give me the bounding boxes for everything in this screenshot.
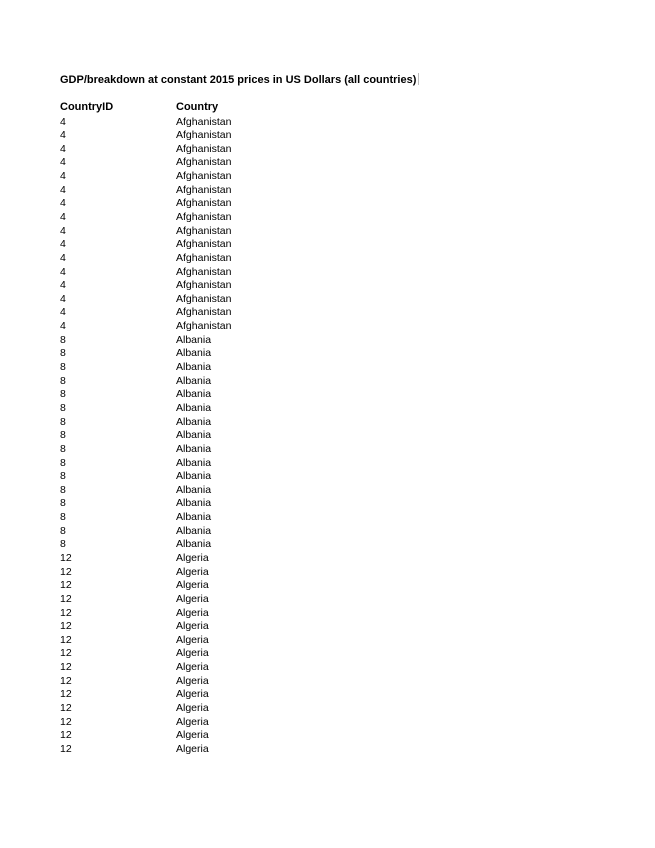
table-row <box>60 402 460 416</box>
table-row <box>60 334 460 348</box>
cell-country: Algeria <box>176 729 209 742</box>
cell-countryid: 12 <box>60 620 72 633</box>
table-row <box>60 647 460 661</box>
cell-country: Afghanistan <box>176 292 232 305</box>
table-row <box>60 429 460 443</box>
cell-countryid: 8 <box>60 456 66 469</box>
cell-country: Algeria <box>176 552 209 564</box>
table-row <box>60 416 460 430</box>
cell-country: Albania <box>176 401 212 414</box>
cell-country: Albania <box>176 361 212 374</box>
cell-countryid: 12 <box>60 633 72 646</box>
cell-country: Albania <box>176 483 212 496</box>
cell-border-marker <box>416 73 419 85</box>
table-row <box>60 620 460 634</box>
cell-country: Afghanistan <box>176 142 232 155</box>
document-title: GDP/breakdown at constant 2015 prices in US Dollars (all countries) <box>60 73 419 87</box>
table-row <box>60 197 460 211</box>
cell-country: Afghanistan <box>176 279 232 292</box>
cell-country: Albania <box>176 333 212 346</box>
cell-countryid: 4 <box>60 224 66 237</box>
cell-country: Afghanistan <box>176 238 232 251</box>
table-row <box>60 129 460 143</box>
table-row <box>60 443 460 457</box>
cell-countryid: 4 <box>60 170 66 183</box>
cell-country: Afghanistan <box>176 156 232 169</box>
column-header-countryid: CountryID <box>60 101 114 113</box>
table-row <box>60 211 460 225</box>
cell-country: Afghanistan <box>176 170 232 183</box>
cell-country: Algeria <box>176 647 209 660</box>
cell-country: Afghanistan <box>176 224 232 237</box>
table-row <box>60 743 460 757</box>
table-row <box>60 361 460 375</box>
cell-countryid: 4 <box>60 320 66 333</box>
cell-countryid: 12 <box>60 661 72 674</box>
table-row <box>60 525 460 539</box>
cell-countryid: 8 <box>60 511 66 524</box>
cell-country: Algeria <box>176 606 209 619</box>
cell-country: Algeria <box>176 688 209 701</box>
table-row <box>60 607 460 621</box>
cell-countryid: 8 <box>60 524 66 537</box>
table-row <box>60 388 460 402</box>
cell-countryid: 12 <box>60 715 72 728</box>
cell-countryid: 12 <box>60 606 72 619</box>
table-row <box>60 266 460 280</box>
cell-countryid: 8 <box>60 388 66 401</box>
table-row <box>60 116 460 130</box>
cell-country: Afghanistan <box>176 265 232 278</box>
cell-country: Afghanistan <box>176 306 232 319</box>
cell-countryid: 4 <box>60 210 66 223</box>
table-row <box>60 593 460 607</box>
cell-countryid: 12 <box>60 688 72 701</box>
cell-country: Afghanistan <box>176 115 232 128</box>
table-row <box>60 484 460 498</box>
cell-country: Albania <box>176 442 212 455</box>
cell-country: Albania <box>176 429 212 442</box>
table-row <box>60 457 460 471</box>
table-row <box>60 497 460 511</box>
table-row <box>60 279 460 293</box>
table-row <box>60 675 460 689</box>
cell-countryid: 4 <box>60 265 66 278</box>
cell-countryid: 8 <box>60 442 66 455</box>
cell-countryid: 8 <box>60 470 66 483</box>
cell-countryid: 8 <box>60 374 66 387</box>
table-row <box>60 688 460 702</box>
table-row <box>60 306 460 320</box>
table-row <box>60 375 460 389</box>
table-row <box>60 238 460 252</box>
cell-countryid: 4 <box>60 156 66 169</box>
table-row <box>60 566 460 580</box>
cell-countryid: 12 <box>60 592 72 605</box>
cell-countryid: 8 <box>60 538 66 551</box>
cell-country: Algeria <box>176 579 209 592</box>
cell-countryid: 12 <box>60 674 72 687</box>
cell-country: Albania <box>176 524 212 537</box>
cell-country: Algeria <box>176 702 209 715</box>
cell-country: Afghanistan <box>176 183 232 196</box>
table-body <box>60 116 460 757</box>
table-row <box>60 661 460 675</box>
cell-countryid: 12 <box>60 702 72 715</box>
cell-countryid: 12 <box>60 552 72 564</box>
cell-country: Albania <box>176 497 212 510</box>
cell-countryid: 12 <box>60 579 72 592</box>
table-row <box>60 511 460 525</box>
cell-countryid: 12 <box>60 742 72 755</box>
cell-country: Algeria <box>176 633 209 646</box>
cell-country: Algeria <box>176 592 209 605</box>
table-row <box>60 538 460 552</box>
cell-countryid: 4 <box>60 306 66 319</box>
cell-country: Algeria <box>176 674 209 687</box>
cell-countryid: 12 <box>60 565 72 578</box>
table-row <box>60 143 460 157</box>
column-header-country: Country <box>176 101 219 113</box>
cell-country: Albania <box>176 538 212 551</box>
cell-countryid: 4 <box>60 251 66 264</box>
table-row <box>60 470 460 484</box>
cell-countryid: 12 <box>60 647 72 660</box>
cell-countryid: 4 <box>60 197 66 210</box>
cell-country: Algeria <box>176 565 209 578</box>
cell-countryid: 4 <box>60 115 66 128</box>
table-row <box>60 293 460 307</box>
cell-countryid: 4 <box>60 129 66 142</box>
cell-countryid: 8 <box>60 483 66 496</box>
cell-country: Algeria <box>176 661 209 674</box>
cell-country: Afghanistan <box>176 129 232 142</box>
table-row <box>60 320 460 334</box>
cell-countryid: 4 <box>60 142 66 155</box>
cell-countryid: 8 <box>60 415 66 428</box>
cell-countryid: 8 <box>60 361 66 374</box>
cell-country: Afghanistan <box>176 320 232 333</box>
table-row <box>60 729 460 743</box>
cell-country: Afghanistan <box>176 251 232 264</box>
cell-countryid: 4 <box>60 238 66 251</box>
cell-countryid: 4 <box>60 183 66 196</box>
cell-countryid: 4 <box>60 279 66 292</box>
cell-countryid: 12 <box>60 729 72 742</box>
table-row <box>60 170 460 184</box>
cell-country: Algeria <box>176 742 209 755</box>
table-row <box>60 716 460 730</box>
cell-countryid: 8 <box>60 497 66 510</box>
cell-country: Albania <box>176 374 212 387</box>
cell-countryid: 8 <box>60 333 66 346</box>
cell-country: Albania <box>176 511 212 524</box>
table-row <box>60 184 460 198</box>
cell-country: Afghanistan <box>176 210 232 223</box>
cell-country: Afghanistan <box>176 197 232 210</box>
table-row <box>60 579 460 593</box>
cell-countryid: 4 <box>60 292 66 305</box>
cell-countryid: 8 <box>60 429 66 442</box>
table-row <box>60 702 460 716</box>
table-row <box>60 252 460 266</box>
table-row <box>60 225 460 239</box>
cell-country: Algeria <box>176 715 209 728</box>
cell-country: Albania <box>176 347 212 360</box>
table-row <box>60 634 460 648</box>
cell-country: Albania <box>176 415 212 428</box>
cell-country: Albania <box>176 470 212 483</box>
cell-countryid: 8 <box>60 347 66 360</box>
cell-country: Albania <box>176 388 212 401</box>
cell-country: Algeria <box>176 620 209 633</box>
table-row <box>60 552 460 566</box>
table-row <box>60 156 460 170</box>
table-row <box>60 347 460 361</box>
cell-country: Albania <box>176 456 212 469</box>
cell-countryid: 8 <box>60 401 66 414</box>
